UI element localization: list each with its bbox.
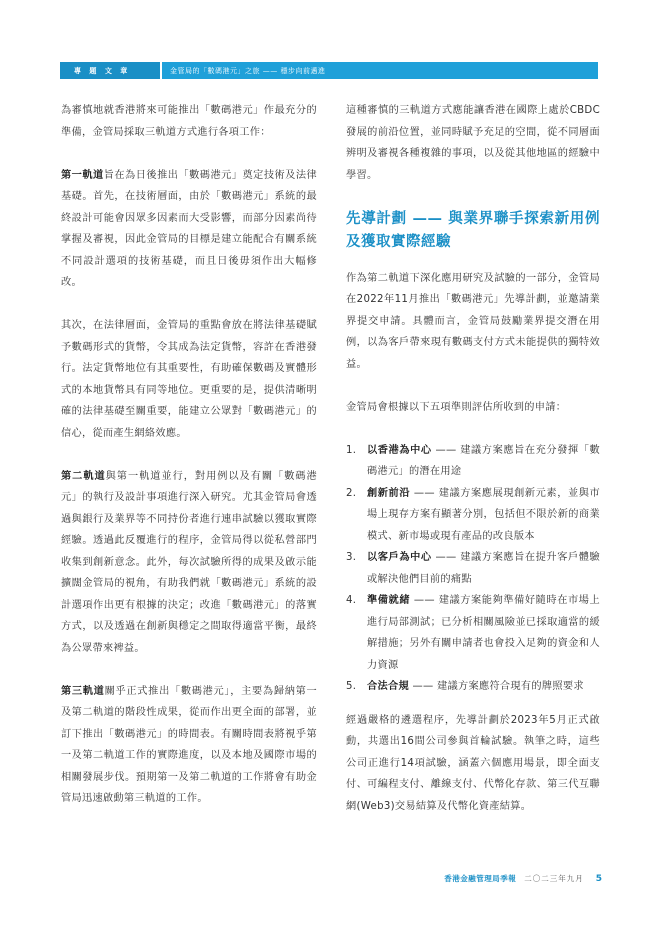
paragraph: 這種審慎的三軌道方式應能讓香港在國際上處於CBDC發展的前沿位置，並同時賦予充足的空間，從不同層面辨明及審視各種複雜的事項，以及從其他地區的經驗中學習。 bbox=[346, 105, 600, 181]
left-column bbox=[61, 100, 317, 831]
paragraph: 經過嚴格的遴選程序，先導計劃於2023年5月正式啟動，共選出16間公司參與首輪試驗。執筆之時，這些公司正進行14項試驗，涵蓋六個應用場景，即全面支付、可編程支付、離線支付、代幣化存款、第三代互聯網(Web3)交易結算及代幣化資產結算。 bbox=[346, 714, 600, 812]
paragraph: 為審慎地就香港將來可能推出「數碼港元」作最充分的準備，金管局採取三軌道方式進行各項工作： bbox=[61, 105, 317, 138]
page-footer bbox=[444, 873, 602, 884]
track-two-label: 第二軌道 bbox=[61, 470, 106, 482]
list-item: 4. 準備就緒 —— 建議方案能夠準備好隨時在市場上進行局部測試；已分析相關風險並已採取適當的緩解措施；另外有關申請者也會投入足夠的資金和人力資源 bbox=[346, 595, 600, 671]
article-header-bar bbox=[60, 62, 598, 79]
right-column bbox=[346, 100, 600, 839]
article-title: 金管局的「數碼港元」之旅 —— 穩步向前邁進 bbox=[162, 62, 598, 79]
section-heading: 先導計劃 —— 與業界聯手探索新用例及獲取實際經驗 bbox=[346, 210, 600, 250]
paragraph: 第三軌道關乎正式推出「數碼港元」，主要為歸納第一及第二軌道的階段性成果，從而作出更全面的部署，並訂下推出「數碼港元」的時間表。有關時間表將視乎第一及第二軌道工作的實際進度，以及本地及國際市場的相關發展步伐。預期第一及第二軌道的工作將會有助金管局迅速啟動第三軌道的工作。 bbox=[61, 685, 317, 804]
list-item: 2. 創新前沿 —— 建議方案應展現創新元素，並與市場上現存方案有顯著分別，包括但不限於新的商業模式、新市場或現有產品的改良版本 bbox=[346, 487, 600, 542]
list-item: 3. 以客戶為中心 —— 建議方案應旨在提升客戶體驗或解決他們目前的痛點 bbox=[346, 552, 600, 585]
page-number: 5 bbox=[595, 873, 602, 884]
track-three-label: 第三軌道 bbox=[61, 685, 105, 697]
section-label: 專 題 文 章 bbox=[60, 62, 160, 79]
paragraph: 金管局會根據以下五項準則評估所收到的申請： bbox=[346, 401, 567, 413]
list-item: 1. 以香港為中心 —— 建議方案應旨在充分發揮「數碼港元」的潛在用途 bbox=[346, 444, 600, 477]
paragraph: 作為第二軌道下深化應用研究及試驗的一部分，金管局在2022年11月推出「數碼港元」先導計劃，並邀請業界提交申請。具體而言，金管局鼓勵業界提交潛在用例，以為客戶帶來現有數碼支付方式未能提供的獨特效益。 bbox=[346, 272, 600, 370]
issue-date: 二〇二三年九月 bbox=[524, 874, 584, 883]
criteria-list bbox=[346, 440, 600, 698]
list-item: 5. 合法合規 —— 建議方案應符合現有的牌照要求 bbox=[346, 681, 584, 692]
track-one-label: 第一軌道 bbox=[61, 169, 104, 181]
paragraph: 其次，在法律層面，金管局的重點會放在將法律基礎賦予數碼形式的貨幣，令其成為法定貨幣，容許在香港發行。法定貨幣地位有其重要性，有助確保數碼及實體形式的本地貨幣具有同等地位。更重要的是，提供清晰明確的法律基礎至關重要，能建立公眾對「數碼港元」的信心，從而產生網絡效應。 bbox=[61, 320, 317, 439]
publication-name: 香港金融管理局季報 bbox=[444, 874, 517, 883]
paragraph: 第一軌道旨在為日後推出「數碼港元」奠定技術及法律基礎。首先，在技術層面，由於「數碼港元」系統的最終設計可能會因眾多因素而大受影響，而部分因素尚待掌握及審視，因此金管局的目標是建立能配合有關系統不同設計選項的技術基礎，而且日後毋須作出大幅修改。 bbox=[61, 169, 318, 288]
paragraph: 第二軌道與第一軌道並行，對用例以及有關「數碼港元」的執行及設計事項進行深入研究。尤其金管局會透過與銀行及業界等不同持份者進行連串試驗以獲取實際經驗。透過此反覆進行的程序，金管局得以從私營部門收集到創新意念。此外，每次試驗所得的成果及啟示能擴闊金管局的視角，有助我們就「數碼港元」系統的設計選項作出更有根據的決定；改進「數碼港元」的落實方式，以及透過在創新與穩定之間取得適當平衡，最終為公眾帶來裨益。 bbox=[61, 470, 317, 654]
